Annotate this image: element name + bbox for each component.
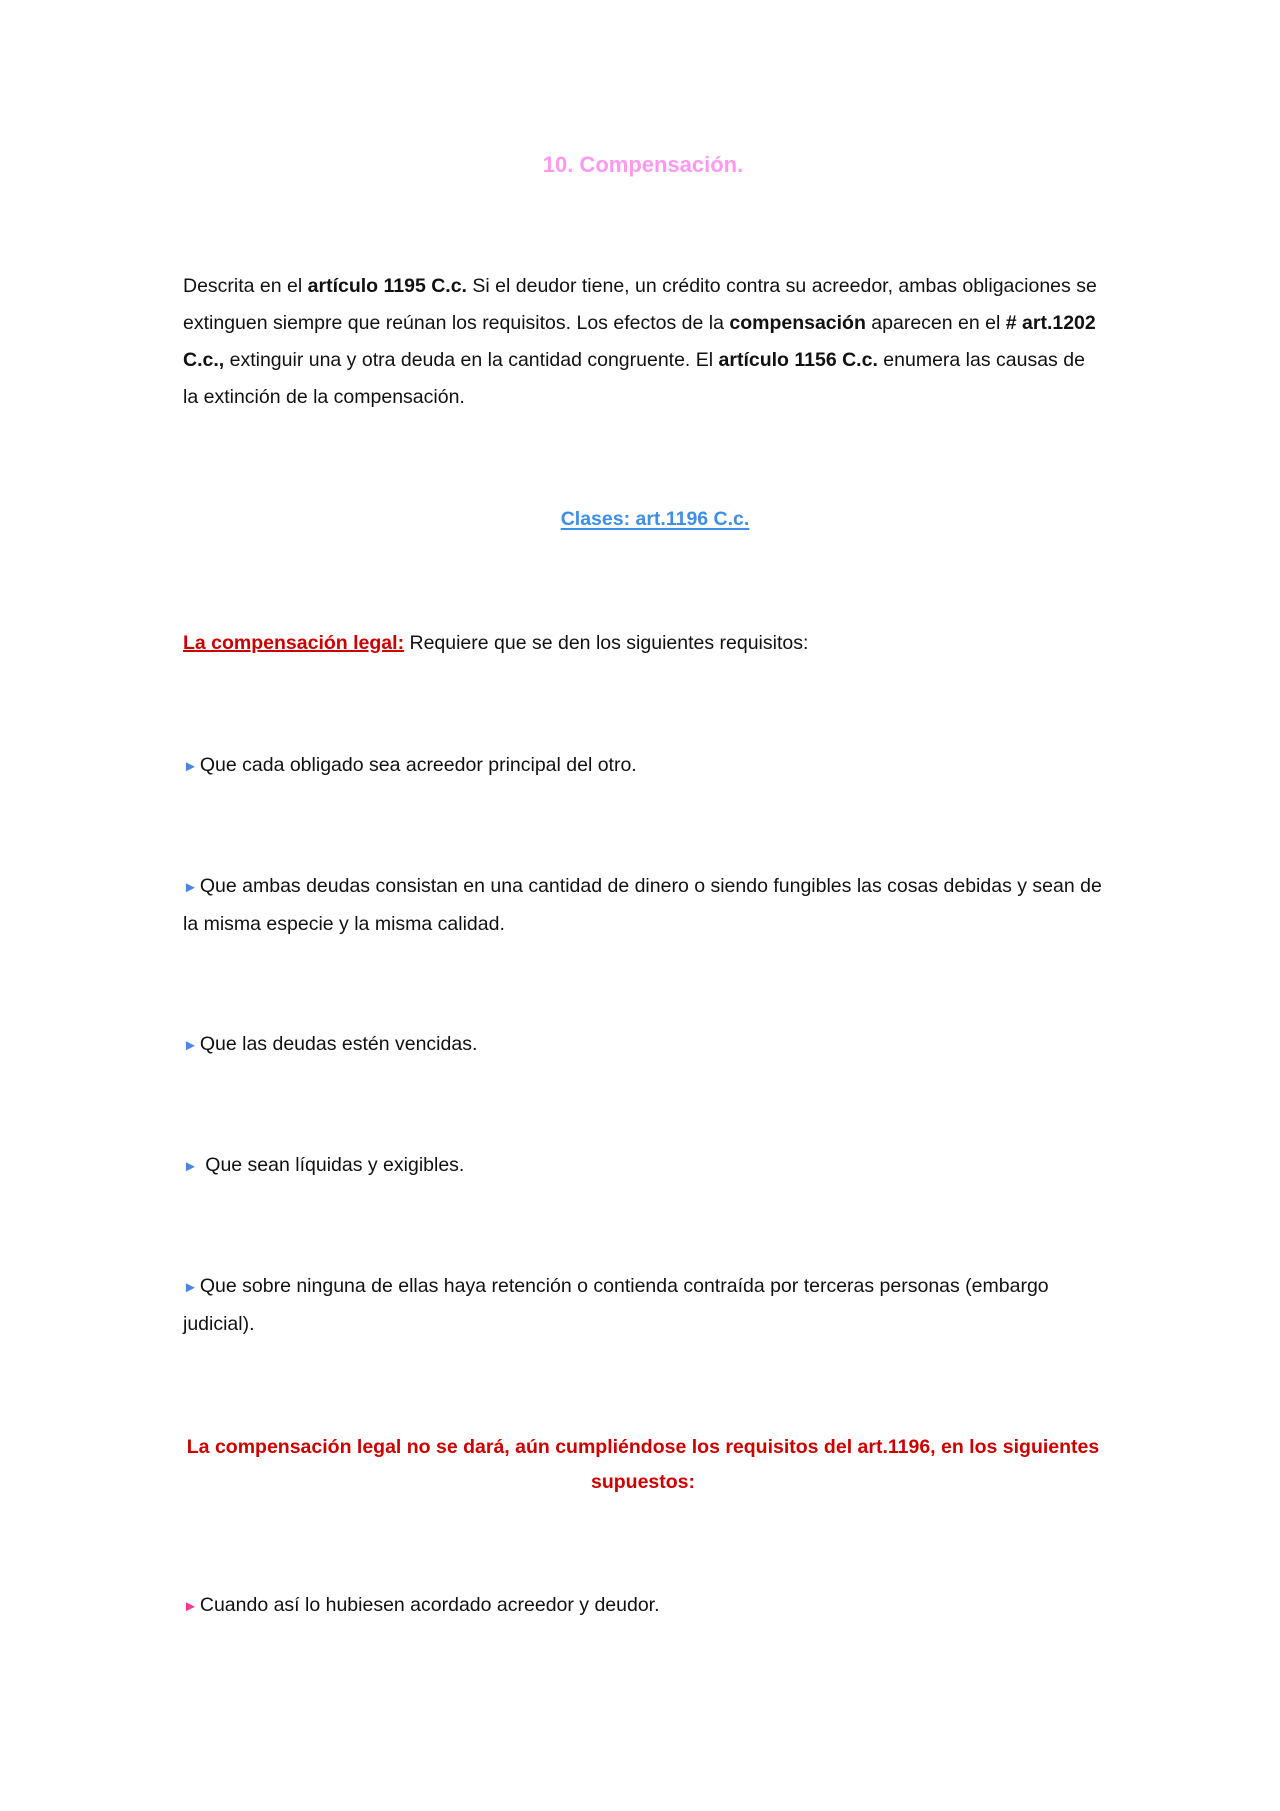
list-item: [183, 1587, 1103, 1625]
list-item-text: Que las deudas estén vencidas.: [199, 1033, 478, 1055]
intro-text: Descrita en el: [183, 275, 308, 297]
list-item-text: Que sean líquidas y exigibles.: [199, 1154, 465, 1176]
triangle-bullet-icon: ►: [183, 879, 198, 896]
article-ref: artículo 1195 C.c.: [307, 275, 467, 297]
list-item: [183, 1147, 1103, 1185]
list-item-text: Que cada obligado sea acreedor principal del otro.: [199, 754, 637, 776]
triangle-bullet-icon: ►: [183, 1279, 198, 1296]
article-ref: # art.1202 C.c.,: [183, 312, 1096, 371]
list-item: [183, 1268, 1103, 1343]
triangle-bullet-icon: ►: [183, 758, 198, 775]
intro-paragraph: [183, 268, 1103, 416]
intro-text: Si el deudor tiene, un crédito contra su acreedor, ambas obligaciones se extinguen siempre que reúnan los requisitos. Los efectos de la: [183, 275, 1097, 334]
article-ref: artículo 1156 C.c.: [718, 349, 878, 371]
list-item-text: Que ambas deudas consistan en una cantidad de dinero o siendo fungibles las cosas debidas y sean de la misma especie y la misma calidad.: [183, 875, 1102, 935]
exception-heading: La compensación legal no se dará, aún cumpliéndose los requisitos del art.1196, en los siguientes supuestos:: [186, 1436, 1100, 1493]
legal-intro: [183, 625, 1103, 662]
legal-label: La compensación legal:: [183, 632, 405, 654]
keyword: compensación: [729, 312, 866, 334]
clases-heading: [195, 501, 1115, 538]
list-item: [183, 747, 1103, 785]
clases-link[interactable]: Clases: art.1196 C.c.: [560, 508, 750, 530]
intro-text: extinguir una y otra deuda en la cantidad congruente. El: [224, 349, 719, 371]
legal-text: Requiere que se den los siguientes requisitos:: [404, 632, 809, 654]
intro-text: enumera las causas de la extinción de la compensación.: [183, 349, 1085, 408]
list-item-text: Que sobre ninguna de ellas haya retención o contienda contraída por terceras personas (embargo judicial).: [183, 1275, 1049, 1335]
list-item: [183, 1026, 1103, 1064]
intro-text: aparecen en el: [865, 312, 1006, 334]
list-item-text: Cuando así lo hubiesen acordado acreedor y deudor.: [199, 1594, 660, 1616]
list-item: [183, 868, 1103, 943]
triangle-bullet-icon: ►: [183, 1598, 198, 1615]
triangle-bullet-icon: ►: [183, 1037, 198, 1054]
triangle-bullet-icon: ►: [183, 1158, 198, 1175]
page-title: 10. Compensación.: [542, 152, 744, 177]
